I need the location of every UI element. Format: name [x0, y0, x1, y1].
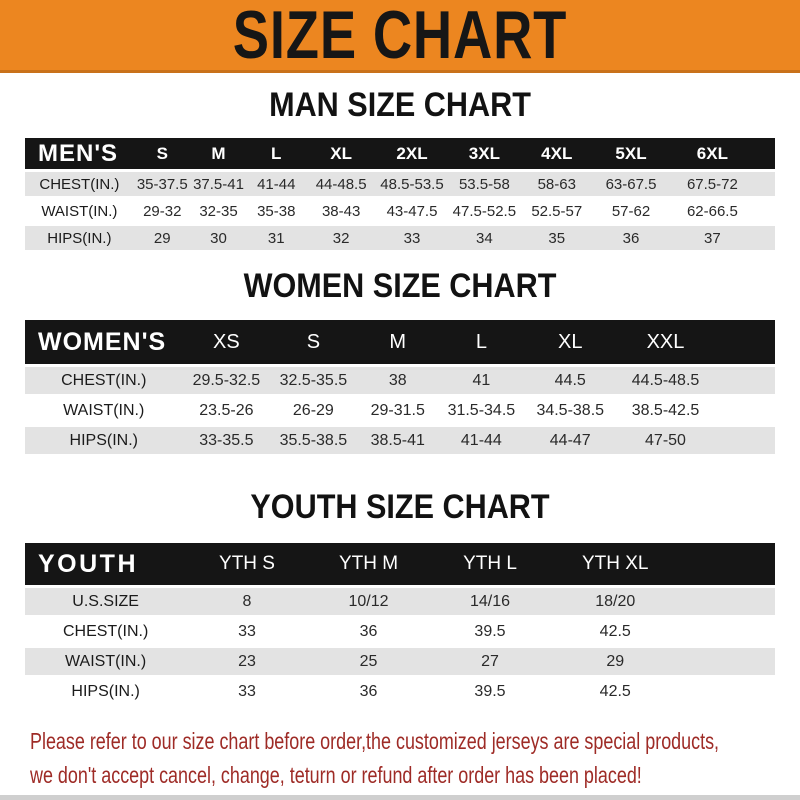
size-column-header: M [357, 320, 440, 364]
size-column-header: L [246, 138, 306, 169]
size-value-cell: 38-43 [321, 202, 361, 220]
size-value-cell: 35.5-38.5 [270, 427, 356, 454]
size-value-cell: 33 [238, 622, 256, 640]
size-value-cell: 37.5-41 [191, 172, 247, 196]
measurement-label: U.S.SIZE [25, 588, 186, 615]
spacer-cell [756, 226, 776, 250]
men-size-table [25, 135, 775, 253]
women-size-table [25, 317, 775, 457]
size-value-cell: 62-66.5 [686, 202, 738, 220]
size-column-header: XL [524, 320, 617, 364]
size-value-cell: 38 [357, 367, 440, 394]
measurement-row [25, 367, 775, 394]
spacer-cell [680, 618, 775, 645]
women-section-heading: WOMEN SIZE CHART [243, 267, 557, 305]
size-value-cell: 44.5 [524, 367, 617, 394]
men-section-heading: MAN SIZE CHART [269, 86, 531, 124]
size-value-cell: 31.5-34.5 [447, 401, 516, 419]
size-value-cell: 8 [186, 588, 308, 615]
spacer-cell [714, 367, 775, 394]
measurement-row [25, 648, 775, 675]
size-value-cell: 30 [191, 226, 247, 250]
size-column-header: XL [306, 138, 376, 169]
measurement-row [25, 427, 775, 454]
measurement-row [25, 397, 775, 424]
size-value-cell: 29-31.5 [370, 401, 425, 419]
spacer-cell [714, 397, 775, 424]
size-value-cell: 29 [134, 226, 191, 250]
notice-line-2: we don't accept cancel, change, teturn or refund after order has been placed! [30, 762, 642, 788]
size-value-cell: 26-29 [292, 401, 334, 419]
measurement-label: HIPS(IN.) [25, 427, 183, 454]
measurement-row [25, 226, 775, 250]
page-title: SIZE CHART [232, 0, 568, 73]
size-value-cell: 29.5-32.5 [183, 367, 271, 394]
size-value-cell: 36 [359, 622, 378, 640]
size-value-cell: 35 [521, 226, 593, 250]
image-bottom-edge [0, 795, 800, 800]
size-column-header: S [134, 138, 191, 169]
size-value-cell: 23 [186, 648, 308, 675]
spacer-cell [714, 320, 775, 364]
size-value-cell: 18/20 [551, 588, 680, 615]
table-title-cell: YOUTH [25, 543, 186, 585]
spacer-cell [756, 138, 776, 169]
size-value-cell: 57-62 [611, 202, 651, 220]
size-column-header: YTH L [429, 543, 551, 585]
size-column-header: S [270, 320, 356, 364]
women-size-section [0, 269, 800, 457]
measurement-row [25, 172, 775, 196]
table-title-cell: MEN'S [25, 138, 134, 169]
size-value-cell: 41 [439, 367, 524, 394]
size-header-row [25, 138, 775, 169]
measurement-label: HIPS(IN.) [25, 226, 134, 250]
size-value-cell: 41-44 [439, 427, 524, 454]
size-value-cell: 38.5-41 [357, 427, 440, 454]
size-value-cell: 35-38 [257, 202, 296, 220]
size-value-cell: 67.5-72 [669, 172, 755, 196]
youth-size-table [25, 540, 775, 708]
size-value-cell: 23.5-26 [199, 401, 254, 419]
spacer-cell [680, 678, 775, 705]
size-value-cell: 58-63 [521, 172, 593, 196]
size-value-cell: 53.5-58 [448, 172, 521, 196]
size-value-cell: 33 [376, 226, 448, 250]
size-column-header: 3XL [448, 138, 521, 169]
size-value-cell: 52.5-57 [531, 202, 583, 220]
size-column-header: M [191, 138, 247, 169]
size-value-cell: 42.5 [599, 622, 631, 640]
size-value-cell: 14/16 [429, 588, 551, 615]
size-column-header: XS [183, 320, 271, 364]
size-column-header: XXL [617, 320, 715, 364]
size-value-cell: 32-35 [199, 202, 238, 220]
size-column-header: 6XL [669, 138, 755, 169]
size-column-header: YTH S [186, 543, 308, 585]
size-value-cell: 44-47 [524, 427, 617, 454]
size-value-cell: 35-37.5 [134, 172, 191, 196]
size-value-cell: 48.5-53.5 [376, 172, 448, 196]
size-value-cell: 29-32 [143, 202, 182, 220]
size-value-cell: 38.5-42.5 [631, 401, 700, 419]
spacer-cell [680, 588, 775, 615]
size-chart-banner [0, 0, 800, 73]
size-value-cell: 43-47.5 [386, 202, 438, 220]
size-value-cell: 42.5 [599, 682, 631, 700]
size-value-cell: 29 [551, 648, 680, 675]
spacer-cell [756, 172, 776, 196]
table-title-cell: WOMEN'S [25, 320, 183, 364]
size-column-header: 5XL [593, 138, 670, 169]
size-value-cell: 41-44 [246, 172, 306, 196]
size-value-cell: 63-67.5 [593, 172, 670, 196]
size-chart-body [0, 88, 800, 800]
measurement-label: CHEST(IN.) [62, 622, 149, 640]
size-column-header: 2XL [376, 138, 448, 169]
measurement-label: WAIST(IN.) [41, 202, 118, 220]
spacer-cell [714, 427, 775, 454]
size-column-header: YTH XL [551, 543, 680, 585]
size-value-cell: 47.5-52.5 [452, 202, 517, 220]
measurement-label: WAIST(IN.) [63, 401, 145, 419]
size-value-cell: 33 [238, 682, 256, 700]
size-value-cell: 32.5-35.5 [270, 367, 356, 394]
size-value-cell: 44.5-48.5 [617, 367, 715, 394]
size-value-cell: 31 [246, 226, 306, 250]
spacer-cell [756, 199, 776, 223]
size-value-cell: 44-48.5 [306, 172, 376, 196]
size-column-header: L [439, 320, 524, 364]
size-header-row [25, 320, 775, 364]
measurement-label: CHEST(IN.) [25, 367, 183, 394]
spacer-cell [680, 543, 775, 585]
size-column-header: YTH M [308, 543, 430, 585]
size-column-header: 4XL [521, 138, 593, 169]
size-value-cell: 32 [306, 226, 376, 250]
order-notice [30, 724, 800, 792]
measurement-row [25, 618, 775, 645]
measurement-label: WAIST(IN.) [25, 648, 186, 675]
size-value-cell: 39.5 [474, 682, 506, 700]
size-value-cell: 10/12 [308, 588, 430, 615]
spacer-cell [680, 648, 775, 675]
notice-line-1: Please refer to our size chart before order,the customized jerseys are special products, [30, 728, 720, 754]
size-value-cell: 34.5-38.5 [536, 401, 605, 419]
measurement-row [25, 678, 775, 705]
measurement-row [25, 588, 775, 615]
measurement-row [25, 199, 775, 223]
size-value-cell: 33-35.5 [183, 427, 271, 454]
size-value-cell: 27 [429, 648, 551, 675]
measurement-label: HIPS(IN.) [71, 682, 140, 700]
size-header-row [25, 543, 775, 585]
size-value-cell: 37 [669, 226, 755, 250]
size-value-cell: 36 [359, 682, 378, 700]
men-size-section [0, 88, 800, 253]
size-value-cell: 39.5 [474, 622, 506, 640]
size-value-cell: 36 [593, 226, 670, 250]
size-value-cell: 34 [448, 226, 521, 250]
measurement-label: CHEST(IN.) [25, 172, 134, 196]
size-value-cell: 47-50 [617, 427, 715, 454]
youth-section-heading: YOUTH SIZE CHART [250, 488, 550, 526]
youth-size-section [0, 490, 800, 708]
size-value-cell: 25 [308, 648, 430, 675]
